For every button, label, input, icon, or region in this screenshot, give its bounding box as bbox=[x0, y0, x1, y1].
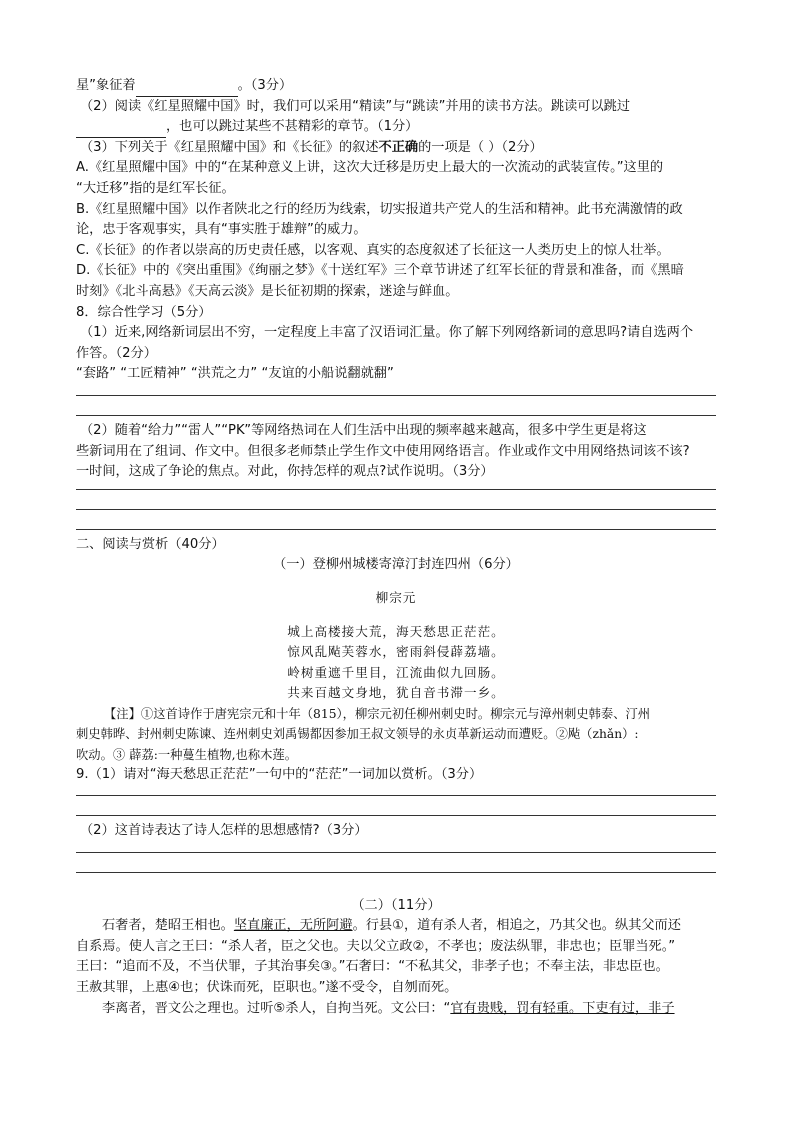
option-b-line1: B.《红星照耀中国》以作者陕北之行的经历为线索，切实报道共产党人的生活和精神。此书充满激情的政 bbox=[76, 201, 683, 217]
q8-2-line3: 一时间，这成了争论的焦点。对此，你持怎样的观点?试作说明。（3分） bbox=[76, 464, 494, 480]
q9-1: 9.（1）请对“海天愁思正茫茫”一句中的“茫茫”一词加以赏析。（3分） bbox=[76, 767, 483, 783]
poem-line: 岭树重遮千里目，江流曲似九回肠。 bbox=[287, 664, 505, 680]
section-title: 二、阅读与赏析（40分） bbox=[76, 536, 225, 552]
answer-blank[interactable] bbox=[136, 82, 238, 97]
q8-2-line1: （2）随着“给力”“雷人”“PK”等网络热词在人们生活中出现的频率越来越高，很多中学生更是将这 bbox=[80, 422, 647, 438]
option-d-line2: 时刻》《北斗高悬》《天高云淡》是长征初期的探索，迷途与鲜血。 bbox=[76, 283, 459, 299]
option-a-line1: A.《红星照耀中国》中的“在某种意义上讲，这次大迁移是历史上最大的一次流动的武装宣传。”这里的 bbox=[76, 160, 664, 176]
q7-2-line2: ，也可以跳过某些不甚精彩的章节。（1分） bbox=[76, 117, 716, 138]
poem-author: 柳宗元 bbox=[375, 590, 417, 606]
prose-line2: 自系焉。使人言之王曰：“杀人者，臣之父也。夫以父立政②，不孝也；废法纵罪，非忠也；臣罪当死。” bbox=[76, 938, 676, 954]
answer-blank[interactable] bbox=[76, 123, 166, 138]
prose-line1: 石奢者，楚昭王相也。坚直廉正，无所阿避。行县①，道有杀人者，相追之，乃其父也。纵其父而还 bbox=[102, 918, 681, 934]
poem-line: 城上高楼接大荒，海天愁思正茫茫。 bbox=[287, 623, 505, 639]
poem-title: （一）登柳州城楼寄漳汀封连四州（6分） bbox=[273, 557, 519, 573]
q8-2-line2: 些新词用在了组词、作文中。但很多老师禁止学生作文中使用网络语言。作业或作文中用网络热词该不该? bbox=[76, 443, 690, 459]
poem-note-line3: 吹动。③ 薜荔:一种蔓生植物,也称木莲。 bbox=[76, 747, 298, 762]
underlined-phrase: 坚直廉正，无所阿避 bbox=[233, 918, 353, 934]
option-c-line1: C.《长征》的作者以崇高的历史责任感，以客观、真实的态度叙述了长征这一人类历史上的惊人壮举。 bbox=[76, 242, 670, 258]
q8-title: 8．综合性学习（5分） bbox=[76, 304, 212, 320]
q8-1-line2: 作答。（2分） bbox=[76, 345, 157, 361]
q8-words: “套路” “工匠精神” “洪荒之力” “友谊的小船说翻就翻” bbox=[76, 366, 394, 382]
option-a-line2: “大迁移”指的是红军长征。 bbox=[76, 180, 235, 196]
poem-line: 共来百越文身地，犹自音书滞一乡。 bbox=[287, 685, 505, 701]
prose-title: （二）（11分） bbox=[351, 897, 441, 913]
option-d-line1: D.《长征》中的《突出重围》《绚丽之梦》《十送红军》三个章节讲述了红军长征的背景和准备，而《黑暗 bbox=[76, 263, 684, 279]
underlined-phrase: 官有贵贱，罚有轻重。下吏有过，非子 bbox=[450, 1000, 675, 1016]
q7-2-line1: （2）阅读《红星照耀中国》时，我们可以采用“精读”与“跳读”并用的读书方法。跳读可以跳过 bbox=[80, 98, 631, 114]
poem-line: 惊风乱飐芙蓉水，密雨斜侵薜荔墙。 bbox=[287, 644, 505, 660]
q9-2: （2）这首诗表达了诗人怎样的思想感情?（3分） bbox=[80, 822, 368, 838]
poem-note-line1: 【注】①这首诗作于唐宪宗元和十年（815），柳宗元初任柳州刺史时。柳宗元与漳州刺史韩泰、汀州 bbox=[104, 706, 651, 721]
prose-line3: 王曰：“追而不及，不当伏罪，子其治事矣③。”石奢曰：“不私其父，非孝子也；不奉主法，非忠臣也。 bbox=[76, 959, 669, 975]
q7-3-question: （3）下列关于《红星照耀中国》和《长征》的叙述不正确的一项是（ ）（2分） bbox=[80, 139, 543, 155]
poem-note-line2: 刺史韩晔、封州刺史陈谏、连州刺史刘禹锡都因参加王叔文领导的永贞革新运动而遭贬。②飐（zhǎn）: bbox=[76, 727, 639, 742]
exam-page bbox=[76, 76, 716, 1019]
q7-1-continuation: 星”象征着 。（3分） bbox=[76, 76, 716, 97]
prose-line5: 李离者，晋文公之理也。过听⑤杀人，自拘当死。文公曰：“官有贵贱，罚有轻重。下吏有过，非子 bbox=[102, 1000, 675, 1016]
option-b-line2: 论，忠于客观事实，具有“事实胜于雄辩”的威力。 bbox=[76, 222, 367, 238]
prose-line4: 王赦其罪，上惠④也；伏诛而死，臣职也。”遂不受令，自刎而死。 bbox=[76, 979, 458, 995]
q8-1-line1: （1）近来,网络新词层出不穷，一定程度上丰富了汉语词汇量。你了解下列网络新词的意思吗?请自选两个 bbox=[80, 325, 694, 341]
